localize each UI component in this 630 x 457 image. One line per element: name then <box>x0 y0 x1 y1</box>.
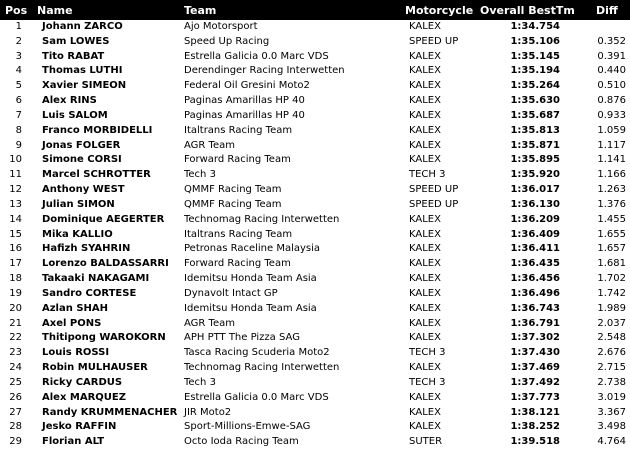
cell-motorcycle: KALEX <box>409 302 441 314</box>
cell-pos: 12 <box>9 184 22 196</box>
cell-pos: 16 <box>9 243 22 255</box>
cell-rider-name: Ricky CARDUS <box>42 376 123 388</box>
table-row <box>0 198 630 213</box>
cell-pos: 3 <box>15 50 22 62</box>
cell-best-time: 1:35.687 <box>510 109 560 121</box>
cell-rider-name: Franco MORBIDELLI <box>42 124 153 136</box>
cell-diff: 1.455 <box>597 213 626 225</box>
cell-motorcycle: KALEX <box>409 109 441 121</box>
cell-motorcycle: KALEX <box>409 406 441 418</box>
table-row <box>0 168 630 183</box>
table-row <box>0 346 630 361</box>
cell-team: Derendinger Racing Interwetten <box>184 65 345 77</box>
cell-diff: 1.655 <box>597 228 626 240</box>
cell-pos: 18 <box>9 273 22 285</box>
cell-pos: 10 <box>9 154 22 166</box>
cell-pos: 25 <box>9 376 22 388</box>
cell-team: QMMF Racing Team <box>184 198 282 210</box>
cell-diff: 1.263 <box>597 184 626 196</box>
results-table-body <box>0 20 630 450</box>
table-row <box>0 153 630 168</box>
table-row <box>0 79 630 94</box>
cell-team: QMMF Racing Team <box>184 184 282 196</box>
cell-diff: 0.876 <box>597 95 626 107</box>
cell-best-time: 1:36.209 <box>510 213 560 225</box>
cell-best-time: 1:37.302 <box>510 332 560 344</box>
cell-diff: 0.440 <box>597 65 626 77</box>
table-row <box>0 139 630 154</box>
header-name: Name <box>37 4 73 17</box>
cell-motorcycle: KALEX <box>409 95 441 107</box>
cell-diff: 0.510 <box>597 80 626 92</box>
cell-pos: 19 <box>9 287 22 299</box>
table-row <box>0 64 630 79</box>
cell-rider-name: Thomas LUTHI <box>42 65 123 77</box>
results-table-header <box>0 0 630 20</box>
cell-diff: 3.367 <box>597 406 626 418</box>
cell-motorcycle: KALEX <box>409 139 441 151</box>
cell-best-time: 1:38.121 <box>510 406 560 418</box>
table-row <box>0 213 630 228</box>
cell-rider-name: Sandro CORTESE <box>42 287 137 299</box>
cell-pos: 29 <box>9 436 22 448</box>
table-row <box>0 20 630 35</box>
cell-diff: 1.117 <box>597 139 626 151</box>
header-team: Team <box>184 4 217 17</box>
cell-team: Petronas Raceline Malaysia <box>184 243 321 255</box>
cell-motorcycle: TECH 3 <box>409 376 446 388</box>
cell-diff: 2.738 <box>597 376 626 388</box>
cell-team: Paginas Amarillas HP 40 <box>184 109 305 121</box>
cell-rider-name: Tito RABAT <box>42 50 105 62</box>
cell-best-time: 1:34.754 <box>510 21 560 32</box>
cell-pos: 28 <box>9 421 22 433</box>
cell-best-time: 1:36.743 <box>510 302 560 314</box>
cell-best-time: 1:37.492 <box>510 376 560 388</box>
table-row <box>0 435 630 450</box>
cell-motorcycle: SUTER <box>409 436 443 448</box>
cell-pos: 13 <box>9 198 22 210</box>
header-best-time: Overall BestTm <box>480 4 575 17</box>
cell-team: Paginas Amarillas HP 40 <box>184 95 305 107</box>
cell-motorcycle: KALEX <box>409 362 441 374</box>
cell-motorcycle: KALEX <box>409 391 441 403</box>
cell-motorcycle: KALEX <box>409 65 441 77</box>
cell-diff: 2.037 <box>597 317 626 329</box>
cell-diff: 1.376 <box>597 198 626 210</box>
cell-diff: 2.548 <box>597 332 626 344</box>
table-row <box>0 124 630 139</box>
cell-motorcycle: KALEX <box>409 317 441 329</box>
cell-rider-name: Robin MULHAUSER <box>42 362 148 374</box>
cell-team: Italtrans Racing Team <box>184 228 293 240</box>
cell-diff: 0.391 <box>597 50 626 62</box>
cell-rider-name: Louis ROSSI <box>42 347 110 359</box>
cell-diff: 1.141 <box>597 154 626 166</box>
cell-motorcycle: TECH 3 <box>409 347 446 359</box>
cell-pos: 7 <box>15 109 22 121</box>
cell-team: JIR Moto2 <box>184 406 232 418</box>
cell-team: Federal Oil Gresini Moto2 <box>184 80 310 92</box>
cell-diff: 3.498 <box>597 421 626 433</box>
cell-rider-name: Takaaki NAKAGAMI <box>42 273 150 285</box>
cell-team: Speed Up Racing <box>184 35 270 47</box>
cell-team: Forward Racing Team <box>184 258 291 270</box>
cell-rider-name: Xavier SIMEON <box>42 80 127 92</box>
cell-rider-name: Axel PONS <box>42 317 102 329</box>
cell-team: Technomag Racing Interwetten <box>184 213 340 225</box>
cell-diff: 1.989 <box>597 302 626 314</box>
table-row <box>0 287 630 302</box>
cell-best-time: 1:37.430 <box>510 347 560 359</box>
cell-rider-name: Sam LOWES <box>42 35 110 47</box>
cell-best-time: 1:36.017 <box>510 184 560 196</box>
cell-pos: 5 <box>15 80 22 92</box>
cell-team: Technomag Racing Interwetten <box>184 362 340 374</box>
cell-rider-name: Jonas FOLGER <box>42 139 121 151</box>
cell-team: APH PTT The Pizza SAG <box>184 332 300 344</box>
cell-motorcycle: KALEX <box>409 80 441 92</box>
cell-best-time: 1:35.871 <box>510 139 560 151</box>
cell-motorcycle: KALEX <box>409 154 441 166</box>
table-row <box>0 317 630 332</box>
cell-rider-name: Mika KALLIO <box>42 228 113 240</box>
table-row <box>0 272 630 287</box>
cell-diff: 0.933 <box>597 109 626 121</box>
cell-pos: 2 <box>15 35 22 47</box>
cell-best-time: 1:37.469 <box>510 362 560 374</box>
cell-best-time: 1:35.106 <box>510 35 560 47</box>
cell-team: Sport-Millions-Emwe-SAG <box>184 421 311 433</box>
cell-best-time: 1:38.252 <box>510 421 560 433</box>
cell-rider-name: Johann ZARCO <box>42 21 123 32</box>
cell-rider-name: Hafizh SYAHRIN <box>42 243 131 255</box>
table-row <box>0 94 630 109</box>
cell-motorcycle: KALEX <box>409 50 441 62</box>
cell-rider-name: Jesko RAFFIN <box>42 421 117 433</box>
table-row <box>0 361 630 376</box>
table-row <box>0 406 630 421</box>
cell-pos: 24 <box>9 362 22 374</box>
cell-rider-name: Azlan SHAH <box>42 302 109 314</box>
table-row <box>0 420 630 435</box>
cell-pos: 14 <box>9 213 22 225</box>
table-row <box>0 228 630 243</box>
table-row <box>0 331 630 346</box>
cell-rider-name: Simone CORSI <box>42 154 122 166</box>
cell-motorcycle: KALEX <box>409 332 441 344</box>
cell-team: Estrella Galicia 0.0 Marc VDS <box>184 50 329 62</box>
cell-diff: 1.059 <box>597 124 626 136</box>
cell-team: Octo Ioda Racing Team <box>184 436 299 448</box>
cell-best-time: 1:37.773 <box>510 391 560 403</box>
table-row <box>0 50 630 65</box>
cell-diff: 2.715 <box>597 362 626 374</box>
cell-best-time: 1:35.264 <box>510 80 560 92</box>
cell-rider-name: Julian SIMON <box>42 198 115 210</box>
cell-best-time: 1:35.145 <box>510 50 560 62</box>
cell-pos: 17 <box>9 258 22 270</box>
cell-motorcycle: SPEED UP <box>409 35 459 47</box>
header-diff: Diff <box>596 4 618 17</box>
cell-pos: 22 <box>9 332 22 344</box>
table-row <box>0 242 630 257</box>
cell-team: AGR Team <box>184 139 235 151</box>
cell-rider-name: Lorenzo BALDASSARRI <box>42 258 169 270</box>
cell-team: Italtrans Racing Team <box>184 124 293 136</box>
cell-best-time: 1:35.920 <box>510 169 560 181</box>
cell-best-time: 1:35.630 <box>510 95 560 107</box>
cell-motorcycle: KALEX <box>409 258 441 270</box>
cell-pos: 11 <box>9 169 22 181</box>
cell-diff: 1.681 <box>597 258 626 270</box>
cell-best-time: 1:36.435 <box>510 258 560 270</box>
cell-motorcycle: KALEX <box>409 287 441 299</box>
cell-team: AGR Team <box>184 317 235 329</box>
table-row <box>0 391 630 406</box>
cell-best-time: 1:36.791 <box>510 317 560 329</box>
table-row <box>0 376 630 391</box>
cell-rider-name: Marcel SCHROTTER <box>42 169 151 181</box>
cell-diff: 2.676 <box>597 347 626 359</box>
cell-team: Ajo Motorsport <box>184 21 258 32</box>
cell-pos: 21 <box>9 317 22 329</box>
cell-team: Idemitsu Honda Team Asia <box>184 273 317 285</box>
table-row <box>0 183 630 198</box>
cell-rider-name: Randy KRUMMENACHER <box>42 406 178 418</box>
cell-rider-name: Florian ALT <box>42 436 105 448</box>
cell-rider-name: Alex MARQUEZ <box>42 391 126 403</box>
cell-diff: 1.166 <box>597 169 626 181</box>
cell-team: Tech 3 <box>184 169 216 181</box>
cell-team: Forward Racing Team <box>184 154 291 166</box>
cell-best-time: 1:36.409 <box>510 228 560 240</box>
cell-pos: 9 <box>15 139 22 151</box>
cell-diff: 0.352 <box>597 35 626 47</box>
cell-pos: 23 <box>9 347 22 359</box>
cell-pos: 8 <box>15 124 22 136</box>
cell-diff: 1.742 <box>597 287 626 299</box>
cell-team: Idemitsu Honda Team Asia <box>184 302 317 314</box>
cell-team: Tech 3 <box>184 376 216 388</box>
cell-best-time: 1:35.895 <box>510 154 560 166</box>
cell-motorcycle: KALEX <box>409 243 441 255</box>
cell-rider-name: Luis SALOM <box>42 109 108 121</box>
cell-rider-name: Alex RINS <box>42 95 97 107</box>
cell-team: Dynavolt Intact GP <box>184 287 278 299</box>
cell-motorcycle: TECH 3 <box>409 169 446 181</box>
cell-best-time: 1:36.411 <box>510 243 560 255</box>
cell-best-time: 1:35.194 <box>510 65 560 77</box>
cell-best-time: 1:35.813 <box>510 124 560 136</box>
cell-pos: 6 <box>15 95 22 107</box>
cell-rider-name: Anthony WEST <box>42 184 125 196</box>
table-row <box>0 35 630 50</box>
cell-diff: 1.657 <box>597 243 626 255</box>
cell-pos: 26 <box>9 391 22 403</box>
cell-motorcycle: KALEX <box>409 21 441 32</box>
cell-rider-name: Thitipong WAROKORN <box>42 332 166 344</box>
cell-pos: 4 <box>15 65 22 77</box>
cell-team: Estrella Galicia 0.0 Marc VDS <box>184 391 329 403</box>
cell-motorcycle: SPEED UP <box>409 198 459 210</box>
table-row <box>0 109 630 124</box>
cell-pos: 1 <box>15 21 22 32</box>
table-row <box>0 257 630 272</box>
cell-best-time: 1:36.130 <box>510 198 560 210</box>
table-row <box>0 302 630 317</box>
cell-rider-name: Dominique AEGERTER <box>42 213 165 225</box>
cell-motorcycle: SPEED UP <box>409 184 459 196</box>
cell-best-time: 1:36.496 <box>510 287 560 299</box>
cell-motorcycle: KALEX <box>409 421 441 433</box>
cell-diff: 4.764 <box>597 436 626 448</box>
cell-motorcycle: KALEX <box>409 228 441 240</box>
cell-motorcycle: KALEX <box>409 124 441 136</box>
cell-motorcycle: KALEX <box>409 213 441 225</box>
header-motorcycle: Motorcycle <box>405 4 474 17</box>
cell-motorcycle: KALEX <box>409 273 441 285</box>
cell-best-time: 1:39.518 <box>510 436 560 448</box>
cell-pos: 27 <box>9 406 22 418</box>
cell-pos: 15 <box>9 228 22 240</box>
cell-diff: 3.019 <box>597 391 626 403</box>
cell-team: Tasca Racing Scuderia Moto2 <box>184 347 330 359</box>
cell-pos: 20 <box>9 302 22 314</box>
cell-diff: 1.702 <box>597 273 626 285</box>
header-pos: Pos <box>5 4 28 17</box>
cell-best-time: 1:36.456 <box>510 273 560 285</box>
